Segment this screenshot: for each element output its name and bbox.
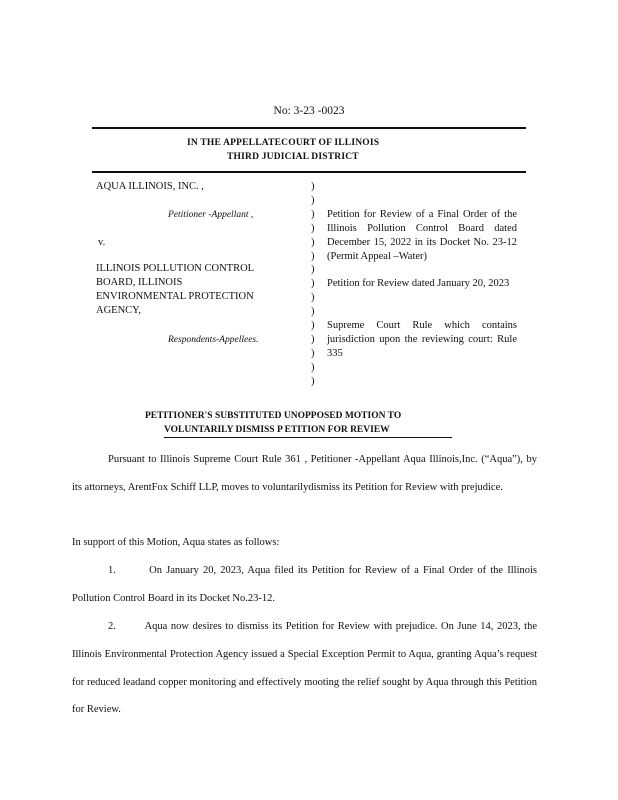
item-text: On January 20, 2023, Aqua filed its Petition for Review of a Final Order of the Illinois Pollution Control Board in its Docket No.23-12. [72, 565, 538, 604]
respondent-line-2: BOARD, ILLINOIS [96, 277, 183, 288]
paren: ) [311, 236, 315, 248]
numbered-item-1 [72, 557, 537, 613]
header-rule-bottom [92, 171, 526, 173]
item-number: 2. [108, 621, 116, 632]
numbered-item-2 [72, 613, 537, 724]
paren: ) [311, 292, 315, 304]
versus: v. [98, 237, 106, 248]
paren: ) [311, 278, 315, 290]
caption-right-block-1: Petition for Review of a Final Order of the Illinois Pollution Control Board dated December 15, 2022 in its Docket No. 23-12 (Permit Appeal –Water) [327, 209, 517, 262]
motion-title-line1: PETITIONER'S SUBSTITUTED UNOPPOSED MOTION TO [145, 411, 402, 421]
motion-title-line2: VOLUNTARILY DISMISS P ETITION FOR REVIEW [164, 425, 390, 435]
paren: ) [311, 264, 315, 276]
court-name-line2: THIRD JUDICIAL DISTRICT [227, 152, 359, 162]
respondent-line-1: ILLINOIS POLLUTION CONTROL [96, 263, 255, 274]
caption-right-block-2: Petition for Review dated January 20, 2023 [327, 278, 510, 289]
paren: ) [311, 375, 315, 387]
body-paragraph-1: Pursuant to Illinois Supreme Court Rule 361 , Petitioner -Appellant Aqua Illinois,Inc. (“Aqua”), by its attorneys, ArentFox Schiff LLP, moves to voluntarilydismiss its Petition for Review with prejudice. [72, 454, 537, 493]
respondent-line-3: ENVIRONMENTAL PROTECTION [96, 291, 254, 302]
paren: ) [311, 194, 315, 206]
paren: ) [311, 222, 315, 234]
respondent-role: Respondents-Appellees. [168, 335, 259, 345]
paren: ) [311, 181, 315, 192]
header-rule-top [92, 127, 526, 129]
motion-title-underline [164, 437, 452, 438]
body-paragraph-2: In support of this Motion, Aqua states as follows: [72, 537, 280, 548]
item-number: 1. [108, 565, 116, 576]
caption-right-block-3: Supreme Court Rule which contains jurisdiction upon the reviewing court: Rule 335 [327, 320, 517, 359]
paren: ) [311, 208, 315, 220]
item-text: Aqua now desires to dismiss its Petition for Review with prejudice. On June 14, 2023, the Illinois Environmental Protection Agency issued a Special Exception Permit to Aqua, granting Aqua’s request for reduced leadand copper monitoring and effectively mooting the relief sought by Aqua through this Petition for Review. [72, 621, 537, 716]
respondent-line-4: AGENCY, [96, 305, 142, 316]
caption-parentheses [311, 180, 319, 389]
paren: ) [311, 306, 315, 318]
docket-number: No: 3-23 -0023 [273, 105, 345, 117]
court-name-line1: IN THE APPELLATECOURT OF ILLINOIS [187, 138, 380, 148]
paren: ) [311, 361, 315, 373]
petitioner-name: AQUA ILLINOIS, INC. , [96, 181, 204, 192]
petitioner-role: Petitioner -Appellant , [168, 210, 254, 220]
paren: ) [311, 347, 315, 359]
paren: ) [311, 333, 315, 345]
paren: ) [311, 250, 315, 262]
paren: ) [311, 320, 315, 332]
